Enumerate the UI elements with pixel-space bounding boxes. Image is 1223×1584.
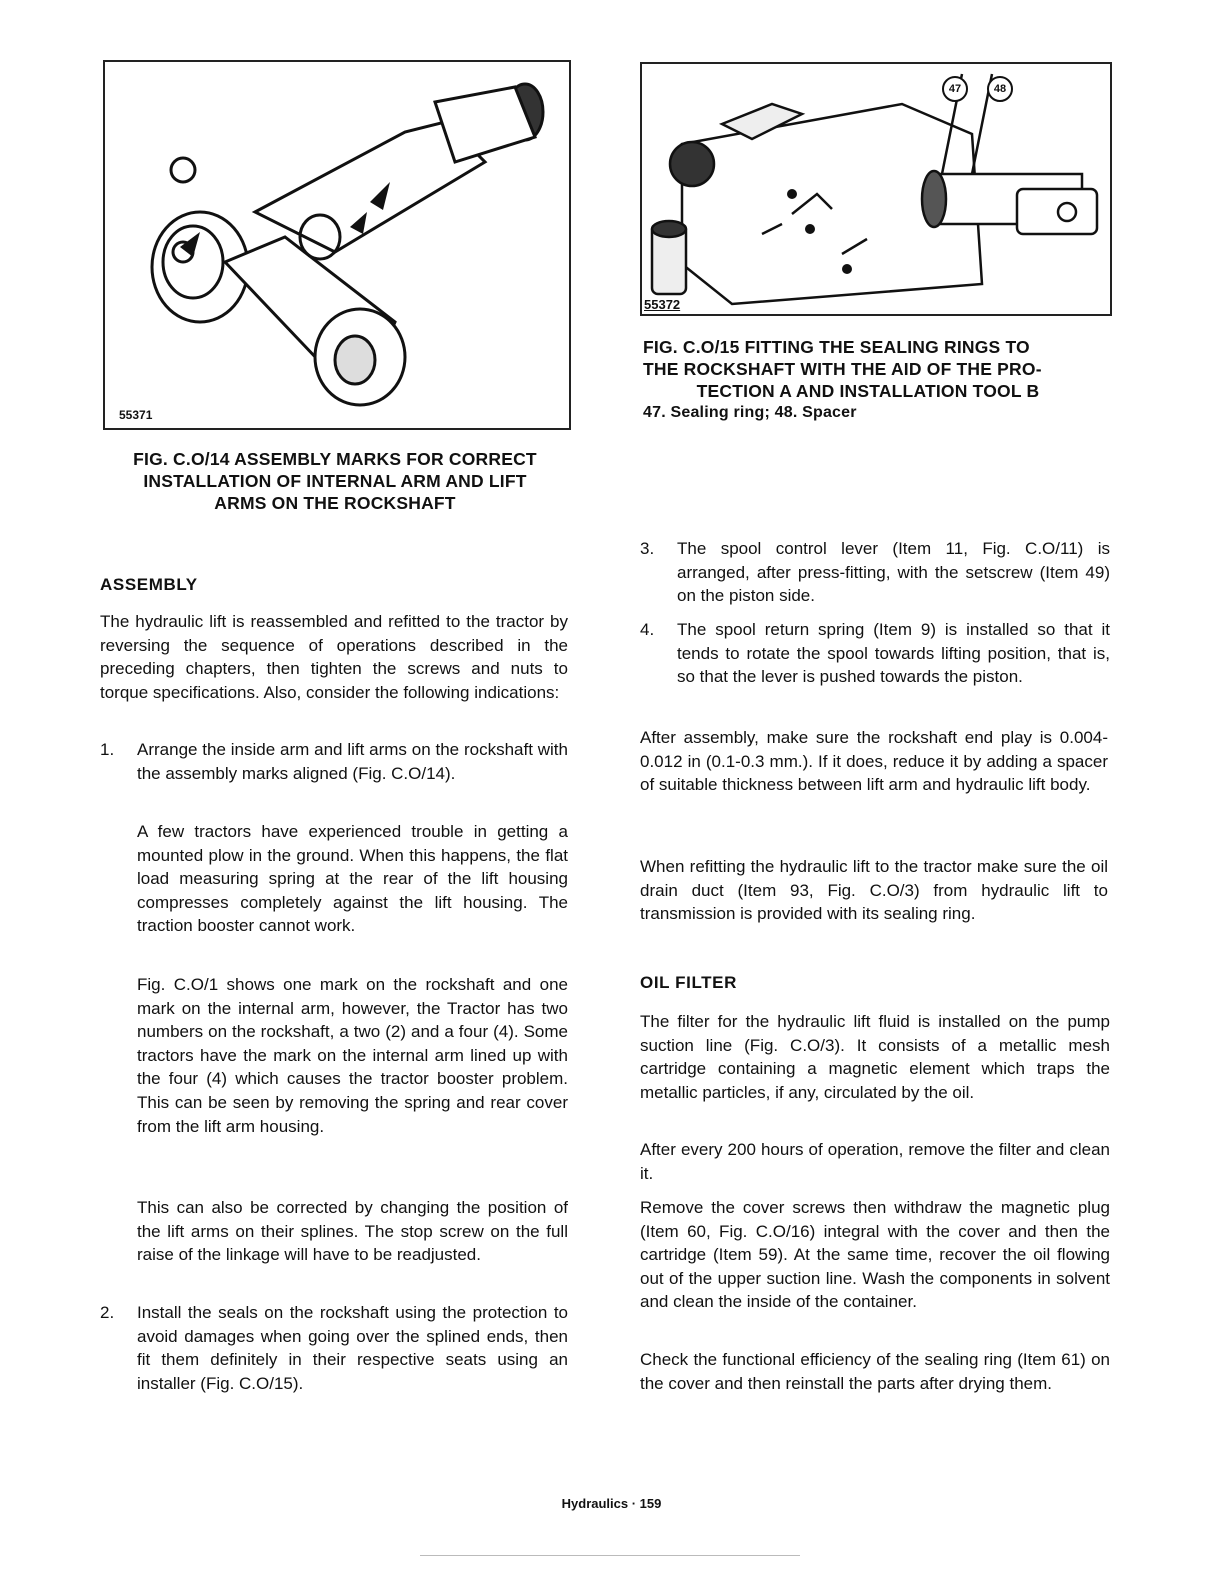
item-text: Arrange the inside arm and lift arms on the rockshaft with the assembly marks aligned (Fig. C.O/14).: [137, 740, 568, 783]
assembly-item-1: [100, 738, 568, 810]
caption-line: INSTALLATION OF INTERNAL ARM AND LIFT: [143, 471, 527, 491]
caption-line: THE ROCKSHAFT WITH THE AID OF THE PRO-: [643, 359, 1042, 379]
refit-paragraph: When refitting the hydraulic lift to the tractor make sure the oil drain duct (Item 93, Fig. C.O/3) from hydraulic lift to transmission is provided with its sealing ring.: [640, 857, 1108, 924]
figure-15-caption: [643, 336, 1113, 424]
assembly-item-3: [640, 537, 1110, 609]
assembly-note-3: This can also be corrected by changing the position of the lift arms on their splines. The stop screw on the full raise of the linkage will have to be readjusted.: [137, 1198, 568, 1265]
oil-filter-paragraph-3: Remove the cover screws then withdraw the magnetic plug (Item 60, Fig. C.O/16) integral with the cover and then the cartridge (Item 59). At the same time, recover the oil flowing out of the upper suction line. Wash the components in solvent and clean the inside of the container.: [640, 1198, 1110, 1312]
callout-47: [942, 76, 968, 102]
item-text: Install the seals on the rockshaft using the protection to avoid damages when going over the splined ends, then fit them definitely in their respective seats using an installer (Fig. C.O/15).: [137, 1303, 568, 1393]
figure-15-number: 55372: [644, 297, 681, 312]
item-text: The spool control lever (Item 11, Fig. C.O/11) is arranged, after press-fitting, with the setscrew (Item 49) on the piston side.: [677, 539, 1110, 606]
oil-filter-paragraph-1: The filter for the hydraulic lift fluid is installed on the pump suction line (Fig. C.O/3). It consists of a metallic mesh cartridge containing a magnetic element which traps the metallic particles, if any, circulated by the oil.: [640, 1012, 1110, 1102]
item-text: The spool return spring (Item 9) is installed so that it tends to rotate the spool towards lifting position, that is, so that the lever is pushed towards the piston.: [677, 620, 1110, 687]
item-number: 3.: [640, 539, 655, 558]
oil-filter-paragraph-4: Check the functional efficiency of the sealing ring (Item 61) on the cover and then reinstall the parts after drying them.: [640, 1350, 1110, 1393]
oil-filter-paragraph-2: After every 200 hours of operation, remove the filter and clean it.: [640, 1140, 1110, 1183]
item-number: 1.: [100, 740, 115, 759]
item-number: 4.: [640, 620, 655, 639]
footer-rule: [420, 1555, 800, 1556]
assembly-heading: ASSEMBLY: [100, 575, 198, 594]
item-number: 2.: [100, 1303, 115, 1322]
oil-filter-heading: OIL FILTER: [640, 973, 737, 992]
figure-14-number: 55371: [119, 408, 153, 422]
endplay-paragraph: After assembly, make sure the rockshaft end play is 0.004-0.012 in (0.1-0.3 mm.). If it does, reduce it by adding a spacer of suitable thickness between lift arm and hydraulic lift body.: [640, 728, 1108, 795]
caption-line: FIG. C.O/15 FITTING THE SEALING RINGS TO: [643, 337, 1030, 357]
figure-14-caption: [100, 448, 570, 514]
caption-line: FIG. C.O/14 ASSEMBLY MARKS FOR CORRECT: [133, 449, 537, 469]
assembly-item-2: [100, 1301, 568, 1401]
callout-48: [987, 76, 1013, 102]
assembly-intro: The hydraulic lift is reassembled and refitted to the tractor by reversing the sequence of operations described in the preceding chapters, then tighten the screws and nuts to torque specifications. Also, consider the following indications:: [100, 612, 568, 702]
callout-48-label: 48: [993, 83, 1007, 95]
figure-14-illustration: [103, 60, 571, 430]
caption-line: TECTION A AND INSTALLATION TOOL B: [696, 381, 1040, 401]
assembly-note-1: A few tractors have experienced trouble in getting a mounted plow in the ground. When this happens, the flat load measuring spring at the rear of the lift housing compresses completely against the lift housing. The traction booster cannot work.: [137, 822, 568, 936]
assembly-note-2: Fig. C.O/1 shows one mark on the rockshaft and one mark on the internal arm, however, the Tractor has two numbers on the rockshaft, a two (2) and a four (4). Some tractors have the mark on the internal arm lined up with the four (4) which causes the tractor booster problem. This can be seen by removing the spring and rear cover from the lift arm housing.: [137, 975, 568, 1136]
assembly-item-4: [640, 618, 1110, 714]
figure-15-illustration: [640, 62, 1112, 316]
caption-line: ARMS ON THE ROCKSHAFT: [214, 493, 456, 513]
page-footer: Hydraulics · 159: [561, 1496, 662, 1511]
hydraulic-lift-drawing: [642, 64, 1110, 314]
rockshaft-arm-drawing: [105, 62, 569, 428]
figure-15-legend: 47. Sealing ring; 48. Spacer: [643, 404, 857, 421]
callout-47-label: 47: [948, 83, 962, 95]
